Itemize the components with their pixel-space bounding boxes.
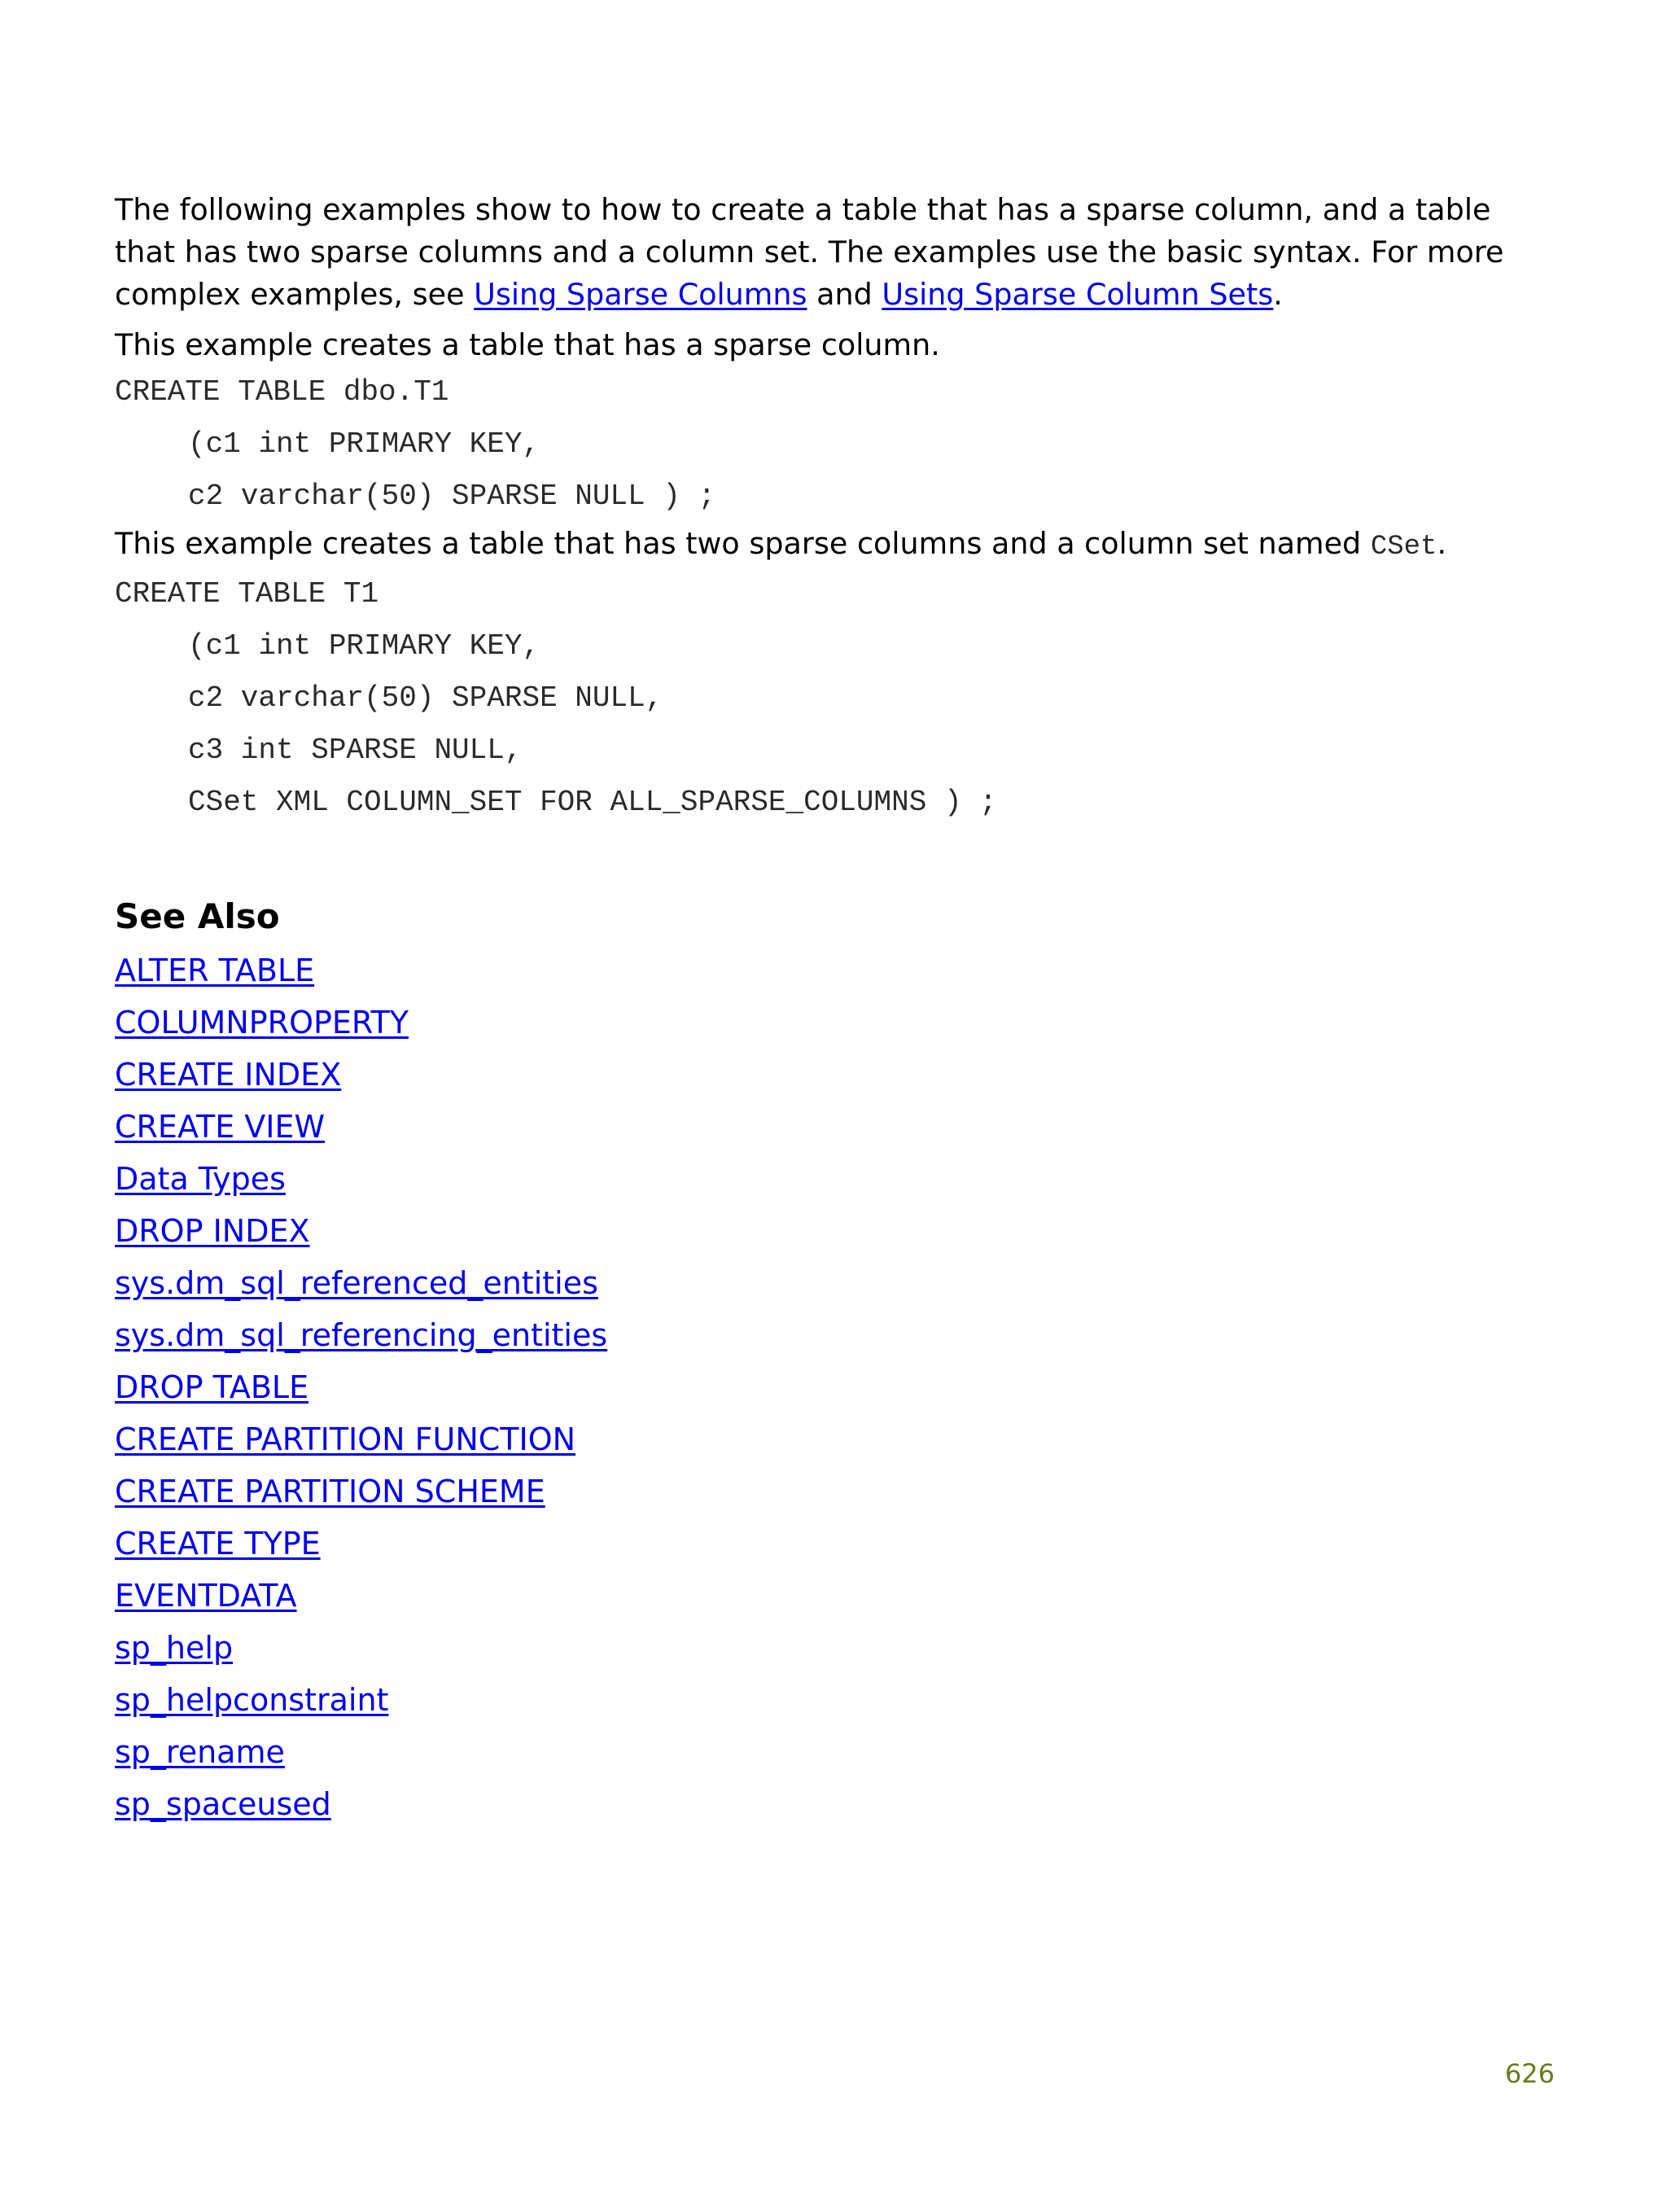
page-number: 626 (1504, 2058, 1555, 2089)
see-also-item (115, 944, 1555, 996)
code-line: c2 varchar(50) SPARSE NULL ) ; (188, 480, 716, 513)
see-also-item (115, 1570, 1555, 1622)
see-also-item (115, 1101, 1555, 1153)
example2-description-a: This example creates a table that has two sparse columns and a column set named (115, 526, 1371, 561)
code-line: c3 int SPARSE NULL, (188, 734, 523, 767)
see-also-item (115, 1622, 1555, 1674)
intro-paragraph (115, 189, 1555, 316)
see-also-heading: See Also (115, 896, 280, 936)
see-also-link-alter-table[interactable]: ALTER TABLE (115, 953, 315, 988)
see-also-item (115, 1726, 1555, 1778)
code-line: CREATE TABLE T1 (115, 577, 379, 611)
see-also-item (115, 1309, 1555, 1361)
see-also-item (115, 1257, 1555, 1309)
see-also-link-referencing-entities[interactable]: sys.dm_sql_referencing_entities (115, 1317, 608, 1353)
see-also-link-data-types[interactable]: Data Types (115, 1161, 286, 1197)
see-also-link-eventdata[interactable]: EVENTDATA (115, 1578, 297, 1614)
code-line: (c1 int PRIMARY KEY, (188, 629, 540, 663)
example2-description (115, 523, 1555, 568)
see-also-link-referenced-entities[interactable]: sys.dm_sql_referenced_entities (115, 1265, 598, 1301)
document-page (115, 189, 1555, 1830)
see-also-link-create-partition-function[interactable]: CREATE PARTITION FUNCTION (115, 1421, 576, 1457)
see-also-item (115, 1153, 1555, 1205)
code-line: CSet XML COLUMN_SET FOR ALL_SPARSE_COLUMNS ) ; (188, 786, 997, 819)
see-also-link-sp-rename[interactable]: sp_rename (115, 1734, 285, 1770)
example1-code-block (115, 366, 1555, 523)
example2-description-b: . (1437, 526, 1447, 561)
see-also-item (115, 1049, 1555, 1101)
see-also-link-create-partition-scheme[interactable]: CREATE PARTITION SCHEME (115, 1474, 545, 1509)
intro-text-a: The following examples show to how to create a table that has a sparse column, and a table that has two sparse columns and a column set. The examples use the basic syntax. For more complex examples, see (115, 192, 1504, 312)
example1-description: This example creates a table that has a sparse column. (115, 327, 940, 362)
see-also-item (115, 996, 1555, 1049)
example2-code-block (115, 568, 1555, 829)
see-also-link-create-index[interactable]: CREATE INDEX (115, 1057, 342, 1093)
inline-code-cset: CSet (1370, 532, 1437, 563)
see-also-link-create-view[interactable]: CREATE VIEW (115, 1109, 326, 1145)
see-also-link-drop-table[interactable]: DROP TABLE (115, 1369, 309, 1405)
see-also-link-create-type[interactable]: CREATE TYPE (115, 1526, 321, 1562)
see-also-item (115, 1361, 1555, 1413)
see-also-item (115, 1778, 1555, 1830)
intro-text-c: . (1273, 277, 1283, 312)
see-also-list (115, 944, 1555, 1830)
see-also-link-sp-helpconstraint[interactable]: sp_helpconstraint (115, 1682, 389, 1718)
see-also-item (115, 1465, 1555, 1518)
code-line: (c1 int PRIMARY KEY, (188, 427, 540, 461)
link-using-sparse-columns[interactable]: Using Sparse Columns (474, 277, 807, 312)
see-also-link-columnproperty[interactable]: COLUMNPROPERTY (115, 1005, 409, 1040)
see-also-link-sp-help[interactable]: sp_help (115, 1630, 234, 1666)
link-using-sparse-column-sets[interactable]: Using Sparse Column Sets (882, 277, 1274, 312)
see-also-item (115, 1674, 1555, 1726)
code-line: CREATE TABLE dbo.T1 (115, 375, 449, 409)
see-also-item (115, 1205, 1555, 1257)
see-also-link-drop-index[interactable]: DROP INDEX (115, 1213, 310, 1249)
see-also-link-sp-spaceused[interactable]: sp_spaceused (115, 1786, 331, 1822)
see-also-item (115, 1413, 1555, 1465)
see-also-item (115, 1518, 1555, 1570)
code-line: c2 varchar(50) SPARSE NULL, (188, 681, 663, 715)
intro-text-b: and (807, 277, 882, 312)
